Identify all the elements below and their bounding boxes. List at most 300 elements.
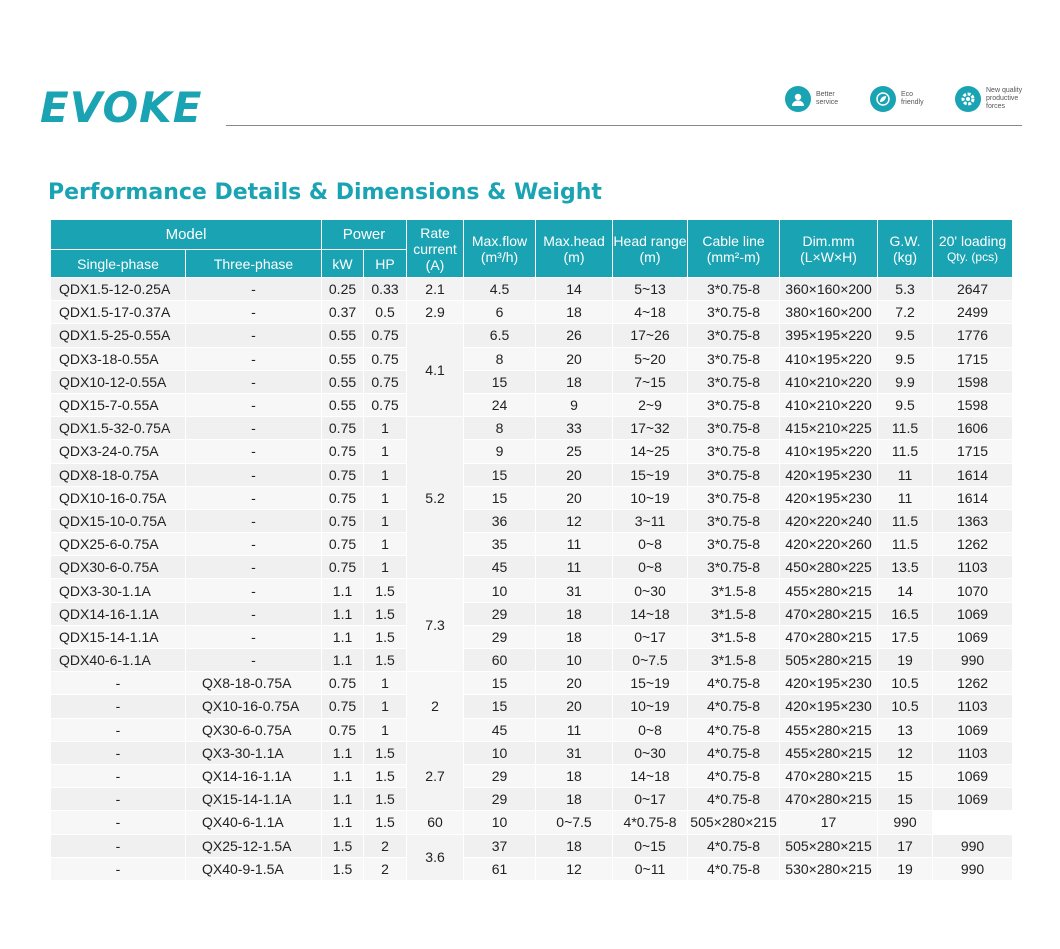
table-cell: QDX10-12-0.55A — [51, 370, 186, 393]
table-cell: - — [51, 718, 186, 741]
feature-badges — [785, 86, 1030, 112]
table-cell: QDX1.5-25-0.55A — [51, 324, 186, 347]
table-cell: 505×280×215 — [688, 811, 780, 834]
table-cell: 17~32 — [613, 417, 688, 440]
table-cell: 15 — [464, 695, 536, 718]
table-cell: - — [186, 370, 322, 393]
table-cell: 18 — [536, 764, 613, 787]
table-cell: 1 — [364, 417, 407, 440]
table-cell: - — [186, 602, 322, 625]
table-cell: 3*0.75-8 — [688, 324, 780, 347]
table-cell: 0.75 — [322, 556, 364, 579]
table-cell: QDX1.5-12-0.25A — [51, 278, 186, 301]
table-cell: QDX40-6-1.1A — [51, 649, 186, 672]
table-cell: 20 — [536, 672, 613, 695]
table-cell: 3*1.5-8 — [688, 649, 780, 672]
table-cell: 3*0.75-8 — [688, 301, 780, 324]
table-cell: 11 — [536, 718, 613, 741]
table-cell: - — [186, 649, 322, 672]
table-cell: 1614 — [933, 463, 1013, 486]
table-cell: 12 — [536, 509, 613, 532]
table-cell: 1.1 — [322, 788, 364, 811]
gear-icon — [955, 86, 981, 112]
table-cell: 3~11 — [613, 509, 688, 532]
table-cell: - — [186, 440, 322, 463]
table-cell: 31 — [536, 579, 613, 602]
table-cell: - — [51, 764, 186, 787]
table-row — [51, 301, 1013, 324]
table-cell: 0.75 — [364, 370, 407, 393]
table-cell: 17 — [780, 811, 878, 834]
table-cell: 1.5 — [322, 857, 364, 880]
header-dimensions: Dim.mm (L×W×H) — [780, 220, 878, 278]
table-row — [51, 764, 1013, 787]
table-cell: 12 — [878, 741, 933, 764]
table-cell: 1.5 — [364, 741, 407, 764]
header-single-phase: Single-phase — [51, 250, 186, 278]
header-cable-line: Cable line (mm²-m) — [688, 220, 780, 278]
table-cell: 3*1.5-8 — [688, 602, 780, 625]
table-cell: 1069 — [933, 764, 1013, 787]
table-cell: 29 — [464, 602, 536, 625]
table-cell: 530×280×215 — [780, 857, 878, 880]
table-cell: 11.5 — [878, 533, 933, 556]
table-cell: - — [51, 834, 186, 857]
table-cell: 15 — [464, 463, 536, 486]
table-cell: 1 — [364, 486, 407, 509]
header-max-flow: Max.flow (m³/h) — [464, 220, 536, 278]
table-cell: 470×280×215 — [780, 788, 878, 811]
table-cell: 8 — [464, 347, 536, 370]
table-cell: 10~19 — [613, 486, 688, 509]
table-cell: 29 — [464, 625, 536, 648]
table-cell: 17 — [878, 834, 933, 857]
header-model: Model — [51, 220, 322, 250]
badge-service-text: Better service — [816, 91, 839, 106]
table-cell: 1 — [364, 440, 407, 463]
table-cell: 11 — [878, 463, 933, 486]
table-cell: 9 — [536, 393, 613, 416]
table-cell: - — [186, 625, 322, 648]
table-cell: 14~18 — [613, 602, 688, 625]
table-cell: 31 — [536, 741, 613, 764]
table-cell: 2499 — [933, 301, 1013, 324]
table-cell: QDX30-6-0.75A — [51, 556, 186, 579]
table-cell: 0.75 — [322, 533, 364, 556]
table-cell: 0~15 — [613, 834, 688, 857]
table-cell: 3*0.75-8 — [688, 278, 780, 301]
table-cell: 1776 — [933, 324, 1013, 347]
table-cell: 24 — [464, 393, 536, 416]
table-cell: 2647 — [933, 278, 1013, 301]
table-cell: 10.5 — [878, 695, 933, 718]
table-cell: 1598 — [933, 370, 1013, 393]
table-cell: 29 — [464, 788, 536, 811]
table-cell: 60 — [464, 649, 536, 672]
table-cell: 1598 — [933, 393, 1013, 416]
table-cell: 395×195×220 — [780, 324, 878, 347]
table-cell: - — [51, 672, 186, 695]
table-cell: 18 — [536, 788, 613, 811]
table-cell: 1.1 — [322, 602, 364, 625]
table-cell: 15 — [464, 486, 536, 509]
cell-rate-current: 5.2 — [407, 417, 464, 579]
table-cell: 11 — [536, 533, 613, 556]
table-cell: 0.75 — [322, 672, 364, 695]
table-row — [51, 741, 1013, 764]
table-cell: 505×280×215 — [780, 649, 878, 672]
table-cell: 0~17 — [613, 788, 688, 811]
table-cell: 9.9 — [878, 370, 933, 393]
table-cell: QDX15-14-1.1A — [51, 625, 186, 648]
header-kw: kW — [322, 250, 364, 278]
badge-quality-text: New quality productive forces — [986, 87, 1023, 110]
table-cell: 4*0.75-8 — [688, 764, 780, 787]
table-cell: 1.5 — [322, 834, 364, 857]
table-cell: 1.1 — [322, 579, 364, 602]
table-cell: 0.75 — [322, 695, 364, 718]
table-cell: 0.75 — [322, 718, 364, 741]
table-cell: 4*0.75-8 — [613, 811, 688, 834]
badge-quality — [955, 86, 1030, 112]
table-cell: 420×195×230 — [780, 463, 878, 486]
table-cell: 8 — [464, 417, 536, 440]
table-cell: 1069 — [933, 788, 1013, 811]
table-cell: QX25-12-1.5A — [186, 834, 322, 857]
table-cell: QX14-16-1.1A — [186, 764, 322, 787]
table-cell: 2 — [364, 834, 407, 857]
table-cell: QDX25-6-0.75A — [51, 533, 186, 556]
table-cell: 15~19 — [613, 672, 688, 695]
table-row — [51, 602, 1013, 625]
table-cell: 420×195×230 — [780, 695, 878, 718]
table-cell: 4*0.75-8 — [688, 788, 780, 811]
table-cell: 36 — [464, 509, 536, 532]
header-divider — [226, 125, 1022, 126]
table-cell: 1.5 — [364, 764, 407, 787]
table-cell: 1 — [364, 718, 407, 741]
table-cell: QDX1.5-17-0.37A — [51, 301, 186, 324]
table-cell: 1069 — [933, 718, 1013, 741]
table-cell: 45 — [464, 718, 536, 741]
table-cell: - — [186, 486, 322, 509]
table-cell: 11 — [878, 486, 933, 509]
table-cell: 1614 — [933, 486, 1013, 509]
table-cell: QX30-6-0.75A — [186, 718, 322, 741]
table-cell: 455×280×215 — [780, 579, 878, 602]
table-cell: 0~30 — [613, 741, 688, 764]
table-cell: - — [186, 278, 322, 301]
table-cell: 19 — [878, 649, 933, 672]
table-cell: 1.1 — [322, 811, 364, 834]
table-cell: 3*0.75-8 — [688, 393, 780, 416]
table-cell: QX15-14-1.1A — [186, 788, 322, 811]
table-cell: 0.37 — [322, 301, 364, 324]
table-cell: 17.5 — [878, 625, 933, 648]
table-cell: 0~7.5 — [613, 649, 688, 672]
table-cell: 1715 — [933, 347, 1013, 370]
table-cell: 1363 — [933, 509, 1013, 532]
table-cell: 11 — [536, 556, 613, 579]
table-cell: 0.75 — [322, 417, 364, 440]
table-cell: 0.55 — [322, 347, 364, 370]
table-cell: 0~8 — [613, 718, 688, 741]
table-cell: 0~17 — [613, 625, 688, 648]
table-cell: 61 — [464, 857, 536, 880]
table-cell: 0~11 — [613, 857, 688, 880]
table-cell: 1.5 — [364, 649, 407, 672]
table-cell: 0.75 — [322, 486, 364, 509]
table-cell: 11.5 — [878, 417, 933, 440]
table-row — [51, 625, 1013, 648]
table-row — [51, 834, 1013, 857]
table-row — [51, 649, 1013, 672]
table-cell: 15 — [464, 672, 536, 695]
table-cell: 18 — [536, 370, 613, 393]
table-cell: 12 — [536, 857, 613, 880]
table-cell: 14~25 — [613, 440, 688, 463]
table-cell: 0~7.5 — [536, 811, 613, 834]
table-cell: 420×220×260 — [780, 533, 878, 556]
table-row — [51, 463, 1013, 486]
table-cell: 10 — [464, 579, 536, 602]
badge-service — [785, 86, 860, 112]
table-cell: - — [51, 741, 186, 764]
table-cell: 15~19 — [613, 463, 688, 486]
table-cell: QDX3-30-1.1A — [51, 579, 186, 602]
table-cell: - — [186, 417, 322, 440]
table-cell: 9 — [464, 440, 536, 463]
table-cell: 1103 — [933, 556, 1013, 579]
table-cell: 1 — [364, 533, 407, 556]
table-cell: 13.5 — [878, 556, 933, 579]
table-cell: 380×160×200 — [780, 301, 878, 324]
header-head-range: Head range (m) — [613, 220, 688, 278]
table-cell: 37 — [464, 834, 536, 857]
table-cell: 3*1.5-8 — [688, 579, 780, 602]
cell-rate-current: 2.9 — [407, 301, 464, 324]
table-row — [51, 579, 1013, 602]
table-row — [51, 324, 1013, 347]
table-cell: 470×280×215 — [780, 602, 878, 625]
table-cell: 1103 — [933, 695, 1013, 718]
table-cell: 1 — [364, 695, 407, 718]
table-row — [51, 440, 1013, 463]
table-row — [51, 533, 1013, 556]
cell-rate-current: 2.1 — [407, 278, 464, 301]
table-row — [51, 417, 1013, 440]
table-cell: 19 — [878, 857, 933, 880]
table-cell: 990 — [933, 834, 1013, 857]
table-cell: 5~20 — [613, 347, 688, 370]
table-cell: 420×220×240 — [780, 509, 878, 532]
table-cell: 0.55 — [322, 393, 364, 416]
table-cell: 20 — [536, 695, 613, 718]
table-cell: 20 — [536, 347, 613, 370]
table-cell: 470×280×215 — [780, 764, 878, 787]
table-cell: 2 — [364, 857, 407, 880]
table-cell: 2~9 — [613, 393, 688, 416]
table-cell: 9.5 — [878, 393, 933, 416]
table-cell: 990 — [878, 811, 933, 834]
table-cell: 20 — [536, 486, 613, 509]
header-loading — [933, 220, 1013, 278]
table-cell: QDX3-18-0.55A — [51, 347, 186, 370]
cell-rate-current: 2.7 — [407, 741, 464, 811]
table-cell: 420×195×230 — [780, 672, 878, 695]
table-cell: - — [51, 811, 186, 834]
table-body — [51, 278, 1013, 881]
table-cell: 20 — [536, 463, 613, 486]
table-cell: 470×280×215 — [780, 625, 878, 648]
table-cell: 0.5 — [364, 301, 407, 324]
table-cell: 410×195×220 — [780, 440, 878, 463]
table-cell: 15 — [464, 370, 536, 393]
header-hp: HP — [364, 250, 407, 278]
table-cell: 60 — [407, 811, 464, 834]
table-cell: 14 — [878, 579, 933, 602]
table-cell: - — [186, 463, 322, 486]
table-cell: 410×210×220 — [780, 370, 878, 393]
table-cell: 3*0.75-8 — [688, 370, 780, 393]
table-cell: - — [186, 347, 322, 370]
service-person-icon — [785, 86, 811, 112]
table-cell: 1069 — [933, 625, 1013, 648]
table-cell: 4*0.75-8 — [688, 857, 780, 880]
table-cell: 1.5 — [364, 788, 407, 811]
table-cell: QDX10-16-0.75A — [51, 486, 186, 509]
table-cell: 990 — [933, 649, 1013, 672]
table-cell: 33 — [536, 417, 613, 440]
table-cell: QX8-18-0.75A — [186, 672, 322, 695]
table-cell: 1.1 — [322, 625, 364, 648]
table-cell: 415×210×225 — [780, 417, 878, 440]
performance-table — [50, 219, 1013, 881]
table-cell: 10.5 — [878, 672, 933, 695]
table-cell: 11.5 — [878, 509, 933, 532]
table-cell: - — [51, 788, 186, 811]
table-cell: 5.3 — [878, 278, 933, 301]
brand-logo: EVOKE — [40, 83, 203, 132]
table-cell: QX40-9-1.5A — [186, 857, 322, 880]
table-cell: - — [186, 533, 322, 556]
table-cell: 9.5 — [878, 324, 933, 347]
table-cell: 4~18 — [613, 301, 688, 324]
table-cell: 6.5 — [464, 324, 536, 347]
table-cell: 18 — [536, 625, 613, 648]
table-cell: 10 — [464, 741, 536, 764]
table-cell: - — [186, 556, 322, 579]
table-row — [51, 788, 1013, 811]
table-cell: 1.5 — [364, 811, 407, 834]
table-cell: 3*0.75-8 — [688, 417, 780, 440]
table-cell: 0.33 — [364, 278, 407, 301]
table-cell: 0.55 — [322, 370, 364, 393]
table-cell: 1715 — [933, 440, 1013, 463]
table-cell: 0~8 — [613, 533, 688, 556]
table-cell: 4*0.75-8 — [688, 718, 780, 741]
table-cell: - — [51, 857, 186, 880]
cell-rate-current: 7.3 — [407, 579, 464, 672]
table-cell: 505×280×215 — [780, 834, 878, 857]
table-row — [51, 509, 1013, 532]
table-cell: 35 — [464, 533, 536, 556]
table-cell: 25 — [536, 440, 613, 463]
table-cell: 0.55 — [322, 324, 364, 347]
table-cell: 990 — [933, 857, 1013, 880]
table-cell: 5~13 — [613, 278, 688, 301]
badge-eco — [870, 86, 945, 112]
table-cell: 29 — [464, 764, 536, 787]
table-cell: QDX15-10-0.75A — [51, 509, 186, 532]
table-cell: 410×210×220 — [780, 393, 878, 416]
table-cell: QDX3-24-0.75A — [51, 440, 186, 463]
table-cell: 3*0.75-8 — [688, 533, 780, 556]
table-cell: 0.75 — [364, 324, 407, 347]
table-cell: - — [51, 695, 186, 718]
table-cell: 16.5 — [878, 602, 933, 625]
table-cell: 7~15 — [613, 370, 688, 393]
table-cell: 450×280×225 — [780, 556, 878, 579]
table-row — [51, 393, 1013, 416]
table-cell: 9.5 — [878, 347, 933, 370]
table-cell: 14 — [536, 278, 613, 301]
table-cell: 0.75 — [322, 509, 364, 532]
table-cell: 1103 — [933, 741, 1013, 764]
table-cell: 1.5 — [364, 602, 407, 625]
cell-rate-current: 3.6 — [407, 834, 464, 880]
table-cell: 4*0.75-8 — [688, 695, 780, 718]
table-cell: 1262 — [933, 672, 1013, 695]
table-cell: 1.1 — [322, 741, 364, 764]
table-cell: 4*0.75-8 — [688, 834, 780, 857]
table-row — [51, 672, 1013, 695]
table-row — [51, 486, 1013, 509]
header-three-phase: Three-phase — [186, 250, 322, 278]
header-rate-current: Rate current (A) — [407, 220, 464, 278]
table-row — [51, 857, 1013, 880]
table-cell: 410×195×220 — [780, 347, 878, 370]
table-cell: 11.5 — [878, 440, 933, 463]
table-cell: 1070 — [933, 579, 1013, 602]
table-cell: QX3-30-1.1A — [186, 741, 322, 764]
table-cell: 0.75 — [364, 347, 407, 370]
table-cell: 10 — [464, 811, 536, 834]
table-cell: 1069 — [933, 602, 1013, 625]
table-cell: 45 — [464, 556, 536, 579]
table-cell: 3*0.75-8 — [688, 486, 780, 509]
header-power: Power — [322, 220, 407, 250]
table-cell: QDX14-16-1.1A — [51, 602, 186, 625]
table-cell: - — [186, 509, 322, 532]
table-cell: QDX1.5-32-0.75A — [51, 417, 186, 440]
table-cell: 455×280×215 — [780, 741, 878, 764]
table-cell: 18 — [536, 301, 613, 324]
table-cell: 4*0.75-8 — [688, 741, 780, 764]
table-cell: 0.75 — [322, 440, 364, 463]
table-cell: 1 — [364, 463, 407, 486]
table-cell: 1.1 — [322, 649, 364, 672]
table-cell: 1 — [364, 556, 407, 579]
table-cell: QX40-6-1.1A — [186, 811, 322, 834]
eco-leaf-icon — [870, 86, 896, 112]
table-cell: 1.5 — [364, 625, 407, 648]
table-cell: - — [186, 579, 322, 602]
table-cell: 26 — [536, 324, 613, 347]
table-cell: 4.5 — [464, 278, 536, 301]
page-title: Performance Details & Dimensions & Weight — [48, 180, 602, 205]
table-row — [51, 370, 1013, 393]
